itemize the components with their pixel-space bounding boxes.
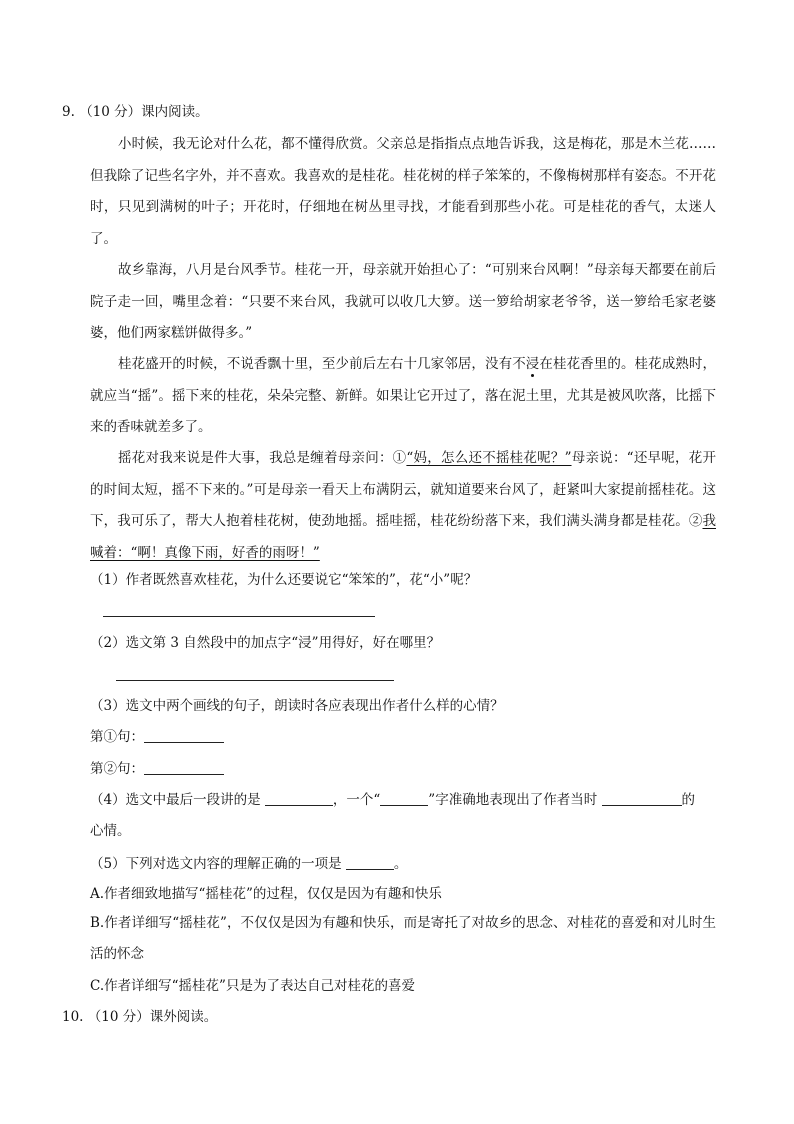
question-4 [90,790,695,810]
p3-text-after: 在桂花香里的。桂花成熟时，就应当“摇”。摇下来的桂花，朵朵完整、新鲜。如果让它开过了，落在泥土里，尤其是被风吹落，比摇下来的香味就差多了。 [90,356,717,435]
q9-heading [62,102,209,122]
dotted-char: 浸 [525,356,540,372]
q10-header: （10 分）课外阅读。 [87,1009,218,1025]
answer-line-1[interactable] [103,616,375,617]
question-3-sentence-2 [90,759,224,779]
answer-blank-4-3[interactable] [602,791,682,806]
answer-blank-3-2[interactable] [144,760,224,775]
p3-text-before: 桂花盛开的时候，不说香飘十里，至少前后左右十几家邻居，没有不 [118,356,526,372]
q5-text: （5）下列对选文内容的理解正确的一项是 [90,856,342,872]
q3-s1-label: 第①句： [90,729,144,745]
question-3-sentence-1 [90,727,224,747]
question-5 [90,854,407,874]
q4-text-c: ”字准确地表现出了作者当时 [428,792,598,808]
underlined-sentence-2: 我喊着：“啊！真像下雨，好香的雨呀！” [90,513,716,561]
question-1: （1）作者既然喜欢桂花，为什么还要说它“笨笨的”，花“小”呢？ [90,572,478,588]
question-4-cont: 心情。 [90,823,131,839]
q9-header: （10 分）课内阅读。 [79,104,209,120]
passage-paragraph-1: 小时候，我无论对什么花，都不懂得欣赏。父亲总是指指点点地告诉我，这是梅花，那是木兰花……但我除了记些名字外，并不喜欢。我喜欢的是桂花。桂花树的样子笨笨的，不像梅树那样有姿态。不开花时，只见到满树的叶子；开花时，仔细地在树丛里寻找，才能看到那些小花。可是桂花的香气，太迷人了。 [90,136,716,247]
question-2: （2）选文第 3 自然段中的加点字“浸”用得好，好在哪里？ [90,635,441,651]
q4-text-b: ，一个“ [332,792,381,808]
passage-paragraph-2: 故乡靠海，八月是台风季节。桂花一开，母亲就开始担心了：“可别来台风啊！”母亲每天都要在前后院子走一回，嘴里念着：“只要不来台风，我就可以收几大箩。送一箩给胡家老爷爷，送一箩给毛家老婆婆，他们两家糕饼做得多。” [90,262,716,341]
p4-text-a: 摇花对我来说是件大事，我总是缠着母亲问：① [118,450,407,466]
answer-blank-3-1[interactable] [144,728,224,743]
answer-blank-5[interactable] [346,855,394,870]
q10-heading [62,1007,217,1027]
passage-paragraph-3 [90,349,716,444]
option-a[interactable]: A.作者细致地描写“摇桂花”的过程，仅仅是因为有趣和快乐 [90,886,442,902]
question-3: （3）选文中两个画线的句子，朗读时各应表现出作者什么样的心情？ [90,698,504,714]
option-b[interactable]: B.作者详细写“摇桂花”，不仅仅是因为有趣和快乐，而是寄托了对故乡的思念、对桂花的喜爱和对儿时生活的怀念 [90,915,716,962]
q9-number: 9. [62,104,75,120]
q5-end: 。 [393,856,408,872]
answer-blank-4-1[interactable] [265,791,333,806]
option-c[interactable]: C.作者详细写“摇桂花”只是为了表达自己对桂花的喜爱 [90,978,415,994]
q3-s2-label: 第②句： [90,761,144,777]
p4-text-b: 母亲说：“还早呢，花开的时间太短，摇不下来的。”可是母亲一看天上布满阴云，就知道要来台风了，赶紧叫大家提前摇桂花。这下，我可乐了，帮大人抱着桂花树，使劲地摇。摇哇摇，桂花纷纷落下来，我们满头满身都是桂花。② [90,450,716,529]
q4-text-d: 的 [681,792,695,808]
underlined-sentence-1: “妈，怎么还不摇桂花呢？” [406,450,572,466]
q4-text-a: （4）选文中最后一段讲的是 [90,792,261,808]
q10-number: 10. [62,1009,84,1025]
answer-line-2[interactable] [116,680,394,681]
answer-blank-4-2[interactable] [380,791,428,806]
passage-paragraph-4 [90,443,716,569]
